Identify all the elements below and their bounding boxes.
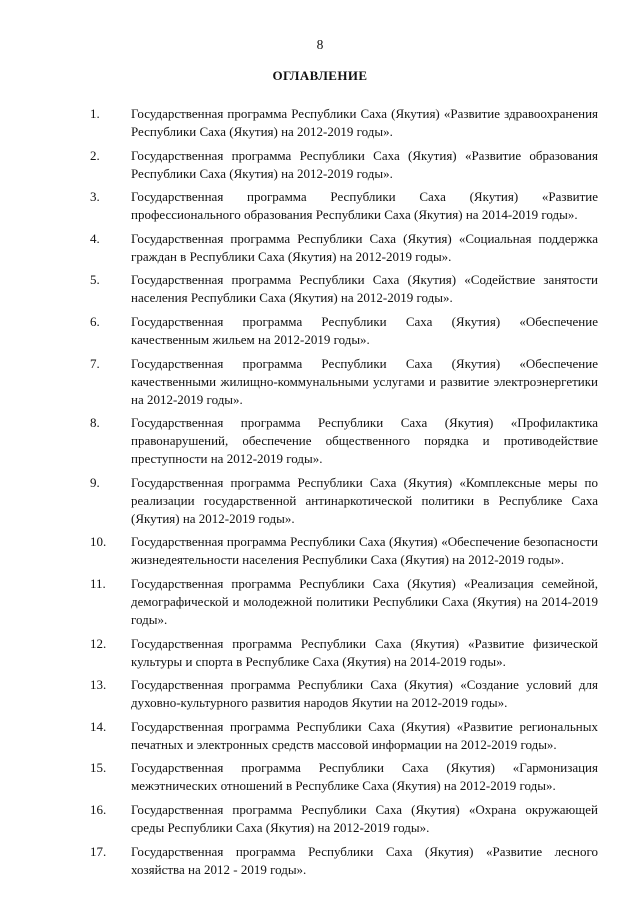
toc-item (90, 313, 598, 349)
page-title: ОГЛАВЛЕНИЕ (272, 68, 368, 83)
toc-item (90, 147, 598, 183)
toc-item-number: 17. (90, 843, 107, 859)
toc-item-number: 2. (90, 147, 100, 163)
toc-item (90, 575, 598, 629)
toc-item (90, 230, 598, 266)
toc-item (90, 718, 598, 754)
toc-item-text: Государственная программа Республики Саха (Якутия) «Содействие занятости населения Республики Саха (Якутия) на 2012-2019 годы». (131, 272, 598, 306)
toc-item-text: Государственная программа Республики Саха (Якутия) «Развитие профессионального образования Республики Саха (Якутия) на 2014-2019 годы». (131, 189, 598, 223)
toc-item (90, 414, 598, 468)
toc-item-text: Государственная программа Республики Саха (Якутия) «Развитие здравоохранения Республики Саха (Якутия) на 2012-2019 годы». (131, 106, 598, 139)
toc-item-number: 6. (90, 313, 100, 329)
toc-item-number: 10. (90, 534, 107, 550)
toc-item-text: Государственная программа Республики Саха (Якутия) «Социальная поддержка граждан в Республики Саха (Якутия) на 2012-2019 годы». (131, 230, 598, 264)
toc-item (90, 271, 598, 307)
toc-item-number: 8. (90, 415, 100, 431)
toc-item-number: 3. (90, 189, 100, 205)
toc-item (90, 801, 598, 837)
toc-item-number: 14. (90, 718, 107, 734)
toc-item (90, 474, 598, 528)
page-number: 8 (316, 37, 324, 52)
toc-item-text: Государственная программа Республики Саха (Якутия) «Обеспечение качественными жилищно-коммунальными услугами и развитие электроэнергетики на 2012-2019 годы». (131, 355, 598, 407)
toc-item (90, 635, 598, 671)
toc-item-number: 11. (90, 575, 106, 591)
table-of-contents (90, 105, 598, 884)
toc-item-number: 7. (90, 355, 100, 371)
toc-item-text: Государственная программа Республики Саха (Якутия) «Комплексные меры по реализации государственной антинаркотической политики в Республике Саха (Якутия) на 2012-2019 годы». (131, 474, 598, 526)
toc-item-text: Государственная программа Республики Саха (Якутия) «Обеспечение качественным жильем на 2012-2019 годы». (131, 313, 598, 347)
toc-item (90, 533, 598, 569)
toc-item-text: Государственная программа Республики Саха (Якутия) «Гармонизация межэтнических отношений в Республике Саха (Якутия) на 2012-2019 годы». (131, 760, 598, 794)
toc-item (90, 105, 598, 141)
toc-item-number: 15. (90, 760, 107, 776)
toc-item-text: Государственная программа Республики Саха (Якутия) «Создание условий для духовно-культурного развития народов Якутии на 2012-2019 годы». (131, 677, 598, 711)
toc-item-text: Государственная программа Республики Саха (Якутия) «Развитие региональных печатных и электронных средств массовой информации на 2012-2019 годы». (131, 718, 598, 752)
toc-item-number: 9. (90, 474, 100, 490)
toc-item (90, 843, 598, 879)
toc-item-text: Государственная программа Республики Саха (Якутия) «Развитие лесного хозяйства на 2012 - 2019 годы». (131, 843, 598, 877)
toc-item-text: Государственная программа Республики Саха (Якутия) «Профилактика правонарушений, обеспечение общественного порядка и противодействие преступности на 2012-2019 годы». (131, 415, 598, 467)
toc-item-text: Государственная программа Республики Саха (Якутия) «Обеспечение безопасности жизнедеятельности населения Республики Саха (Якутия) на 2012-2019 годы». (131, 534, 598, 568)
toc-item-text: Государственная программа Республики Саха (Якутия) «Развитие физической культуры и спорта в Республике Саха (Якутия) на 2014-2019 годы». (131, 635, 598, 669)
toc-item-number: 4. (90, 230, 100, 246)
toc-item-text: Государственная программа Республики Саха (Якутия) «Развитие образования Республики Саха (Якутия) на 2012-2019 годы». (131, 147, 598, 181)
toc-item-text: Государственная программа Республики Саха (Якутия) «Охрана окружающей среды Республики Саха (Якутия) на 2012-2019 годы». (131, 801, 598, 835)
toc-item (90, 676, 598, 712)
toc-item-number: 5. (90, 272, 100, 288)
toc-item-number: 1. (90, 106, 100, 121)
toc-item (90, 759, 598, 795)
toc-item-number: 16. (90, 801, 107, 817)
toc-item (90, 355, 598, 409)
toc-item-number: 13. (90, 677, 107, 693)
toc-item (90, 188, 598, 224)
toc-item-number: 12. (90, 635, 107, 651)
toc-item-text: Государственная программа Республики Саха (Якутия) «Реализация семейной, демографической и молодежной политики Республики Саха (Якутия) на 2014-2019 годы». (131, 575, 598, 627)
